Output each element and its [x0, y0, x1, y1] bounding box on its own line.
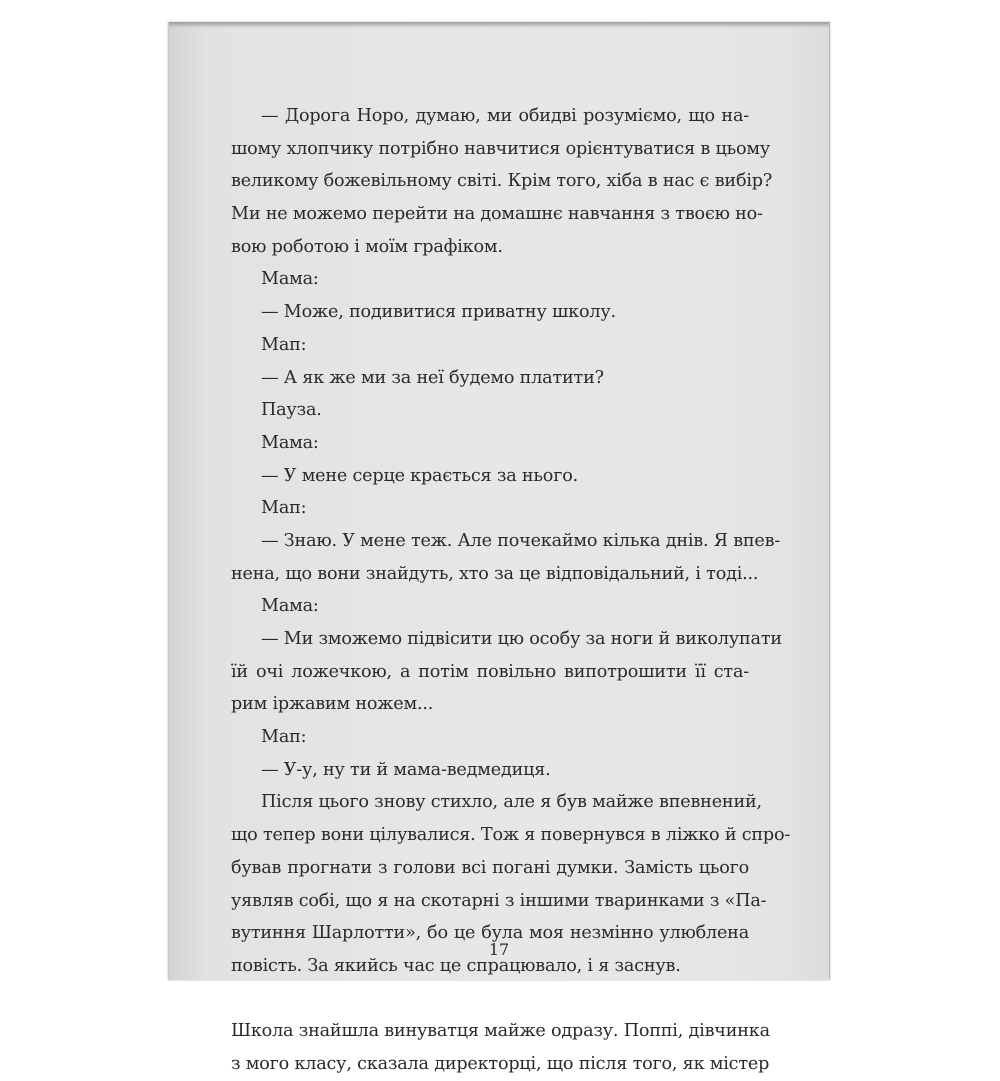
text-line: уявляв собі, що я на скотарні з іншими тваринками з «Па-	[231, 890, 767, 911]
page-text	[231, 100, 791, 1081]
text-line: — Ми зможемо підвісити цю особу за ноги й виколупати	[261, 629, 782, 649]
text-line: великому божевільному світі. Крім того, хіба в нас є вибір?	[231, 171, 773, 192]
text-line: повість. За якийсь час це спрацювало, і я заснув.	[231, 955, 681, 976]
text-line: з мого класу, сказала директорці, що після того, як містер	[231, 1053, 770, 1074]
text-line: Ми не можемо перейти на домашнє навчання з твоєю но-	[231, 204, 763, 225]
book-page	[168, 22, 830, 1074]
text-line: — Дорога Норо, думаю, ми обидві розуміємо, що на-	[261, 106, 749, 126]
text-line: Після цього знову стихло, але я був майже впевнений,	[261, 792, 762, 813]
speaker-label: Мама:	[261, 596, 319, 617]
text-line: вутиння Шарлотти», бо це була моя незмінно улюблена	[231, 923, 749, 944]
speaker-label: Мап:	[261, 334, 307, 355]
dialogue-line: — Може, подивитися приватну школу.	[261, 302, 616, 323]
speaker-label: Мама:	[261, 432, 319, 453]
dialogue-line: — А як же ми за неї будемо платити?	[261, 367, 604, 388]
text-line: вою роботою і моїм графіком.	[231, 236, 503, 257]
narration-line: Пауза.	[261, 400, 322, 421]
text-line: — Знаю. У мене теж. Але почекаймо кілька днів. Я впев-	[261, 530, 781, 551]
speaker-label: Мап:	[261, 727, 307, 748]
text-line: шому хлопчику потрібно навчитися орієнтуватися в цьому	[231, 138, 770, 159]
text-line: рим іржавим ножем...	[231, 694, 434, 715]
text-line: бував прогнати з голови всі погані думки. Замість цього	[231, 857, 749, 878]
section-break	[231, 983, 749, 1016]
text-line: що тепер вони цілувалися. Тож я повернувся в ліжко й спро-	[231, 825, 791, 846]
speaker-label: Мап:	[261, 498, 307, 519]
text-line: їй очі ложечкою, а потім повільно випотрошити її ста-	[231, 661, 749, 682]
speaker-label: Мама:	[261, 269, 319, 290]
dialogue-line: — У мене серце крається за нього.	[261, 465, 579, 486]
text-line: Школа знайшла винуватця майже одразу. Поппі, дівчинка	[231, 1021, 770, 1042]
text-line: нена, що вони знайдуть, хто за це відповідальний, і тоді...	[231, 563, 759, 584]
page-number: 17	[488, 940, 510, 959]
dialogue-line: — У-у, ну ти й мама-ведмедиця.	[261, 759, 551, 780]
